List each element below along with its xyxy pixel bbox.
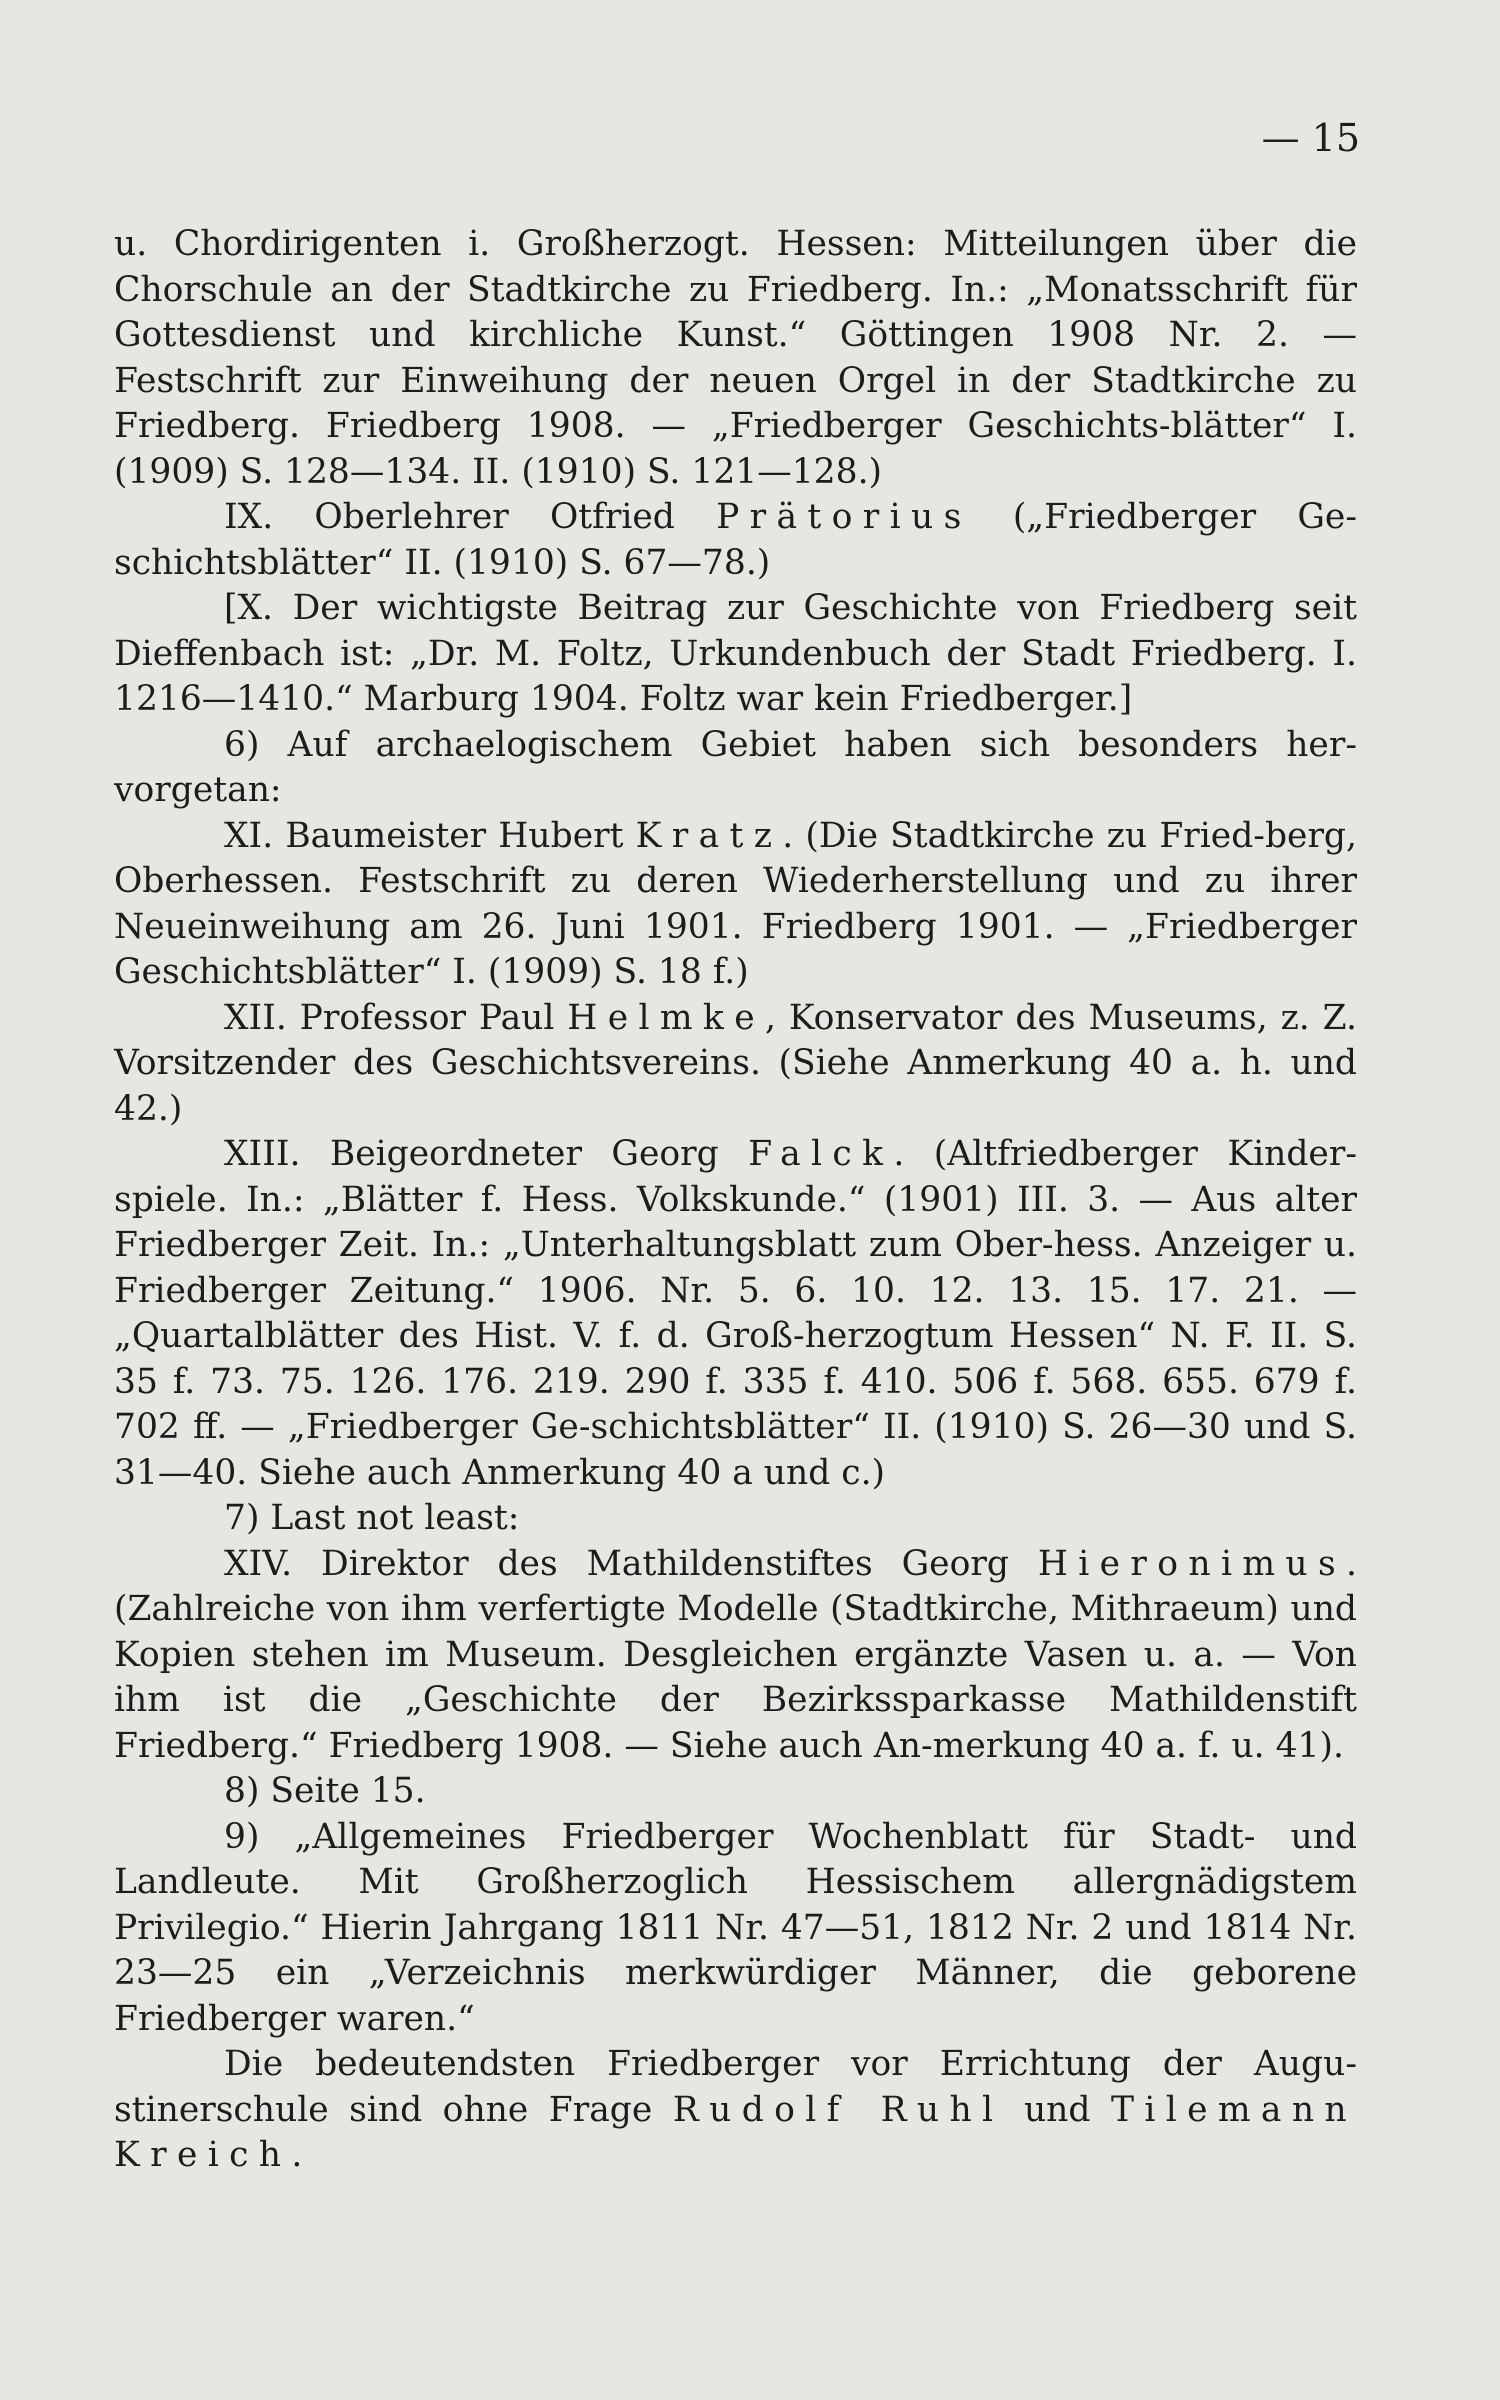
- text-segment: 8) Seite 15.: [224, 1771, 426, 1811]
- text-segment: u. Chordirigenten i. Großherzogt. Hessen: Mitteilungen über die Chorschule an der Stadtkirche zu Friedberg. In.: „Monatsschrift für Gottesdienst und kirchliche Kunst.“ Göttingen 1908 Nr. 2. — Festschrift zur Einweihung der neuen Orgel in der Stadtkirche zu Friedberg. Friedberg 1908. — „Friedberger Geschichts-blätter“ I. (1909) S. 128—134. II. (1910) S. 121—128.): [114, 224, 1357, 492]
- spaced-name: Rudolf Ruhl: [672, 2089, 1004, 2130]
- paragraph: [114, 996, 1357, 1133]
- paragraph: [114, 222, 1357, 495]
- text-segment: . (Altfriedberger Kinder-spiele. In.: „Blätter f. Hess. Volkskunde.“ (1901) III. 3. — Aus alter Friedberger Zeit. In.: „Unterhaltungsblatt zum Ober-hess. Anzeiger u. Friedberger Zeitung.“ 1906. Nr. 5. 6. 10. 12. 13. 15. 17. 21. — „Quartalblätter des Hist. V. f. d. Groß-herzogtum Hessen“ N. F. II. S. 35 f. 73. 75. 126. 176. 219. 290 f. 335 f. 410. 506 f. 568. 655. 679 f. 702 ff. — „Friedberger Ge-schichtsblätter“ II. (1910) S. 26—30 und S. 31—40. Siehe auch Anmerkung 40 a und c.): [114, 1134, 1357, 1493]
- paragraph: [114, 586, 1357, 723]
- text-segment: XIV. Direktor des Mathildenstiftes Georg: [224, 1543, 1038, 1584]
- spaced-name: Tilemann Kreich: [114, 2089, 1357, 2175]
- text-segment: XIII. Beigeordneter Georg: [224, 1134, 749, 1174]
- paragraph: [114, 495, 1357, 586]
- spaced-name: Hieronimus: [1037, 1543, 1347, 1584]
- paragraph: [114, 1815, 1357, 2043]
- text-segment: IX. Oberlehrer Otfried: [224, 497, 717, 537]
- spaced-name: Helmke: [567, 997, 765, 1038]
- text-segment: . (Die Stadtkirche zu Fried-berg, Oberhessen. Festschrift zu deren Wiederherstellung und zu ihrer Neueinweihung am 26. Juni 1901. Friedberg 1901. — „Friedberger Geschichtsblätter“ I. (1909) S. 18 f.): [114, 815, 1357, 992]
- text-segment: XI. Baumeister Hubert: [224, 815, 636, 856]
- paragraph: [114, 2042, 1357, 2179]
- spaced-name: Falck: [748, 1134, 894, 1174]
- spaced-name: Prätorius: [716, 497, 972, 537]
- paragraph: [114, 1496, 1357, 1542]
- page-number: — 15: [1261, 116, 1360, 160]
- text-segment: („Friedberger Ge-schichtsblätter“ II. (1910) S. 67—78.): [114, 497, 1357, 583]
- text-segment: .: [291, 2135, 303, 2175]
- text-segment: [X. Der wichtigste Beitrag zur Geschichte von Friedberg seit Dieffenbach ist: „Dr. M. Foltz, Urkundenbuch der Stadt Friedberg. I. 1216—1410.“ Marburg 1904. Foltz war kein Friedberger.]: [114, 588, 1357, 719]
- text-segment: 6) Auf archaelogischem Gebiet haben sich besonders her-vorgetan:: [114, 724, 1357, 810]
- paragraph: [114, 814, 1357, 996]
- text-segment: Die bedeutendsten Friedberger vor Errichtung der Augu-stinerschule sind ohne Frage: [114, 2044, 1357, 2130]
- text-segment: . (Zahlreiche von ihm verfertigte Modelle (Stadtkirche, Mithraeum) und Kopien stehen im Museum. Desgleichen ergänzte Vasen u. a. — Von ihm ist die „Geschichte der Bezirkssparkasse Mathildenstift Friedberg.“ Friedberg 1908. — Siehe auch An-merkung 40 a. f. u. 41).: [114, 1543, 1357, 1766]
- text-segment: 7) Last not least:: [224, 1498, 520, 1538]
- text-segment: , Konservator des Museums, z. Z. Vorsitzender des Geschichtsvereins. (Siehe Anmerkung 40 a. h. und 42.): [114, 997, 1357, 1129]
- text-segment: und: [1003, 2089, 1111, 2130]
- spaced-name: Kratz: [635, 815, 783, 856]
- text-segment: 9) „Allgemeines Friedberger Wochenblatt für Stadt- und Landleute. Mit Großherzoglich Hessischem allergnädigstem Privilegio.“ Hierin Jahrgang 1811 Nr. 47—51, 1812 Nr. 2 und 1814 Nr. 23—25 ein „Verzeichnis merkwürdiger Männer, die geborene Friedberger waren.“: [114, 1816, 1357, 2039]
- paragraph: [114, 1542, 1357, 1770]
- body-text: [114, 222, 1357, 2179]
- paragraph: [114, 1769, 1357, 1815]
- paragraph: [114, 1132, 1357, 1496]
- paragraph: [114, 723, 1357, 814]
- text-segment: XII. Professor Paul: [224, 997, 568, 1038]
